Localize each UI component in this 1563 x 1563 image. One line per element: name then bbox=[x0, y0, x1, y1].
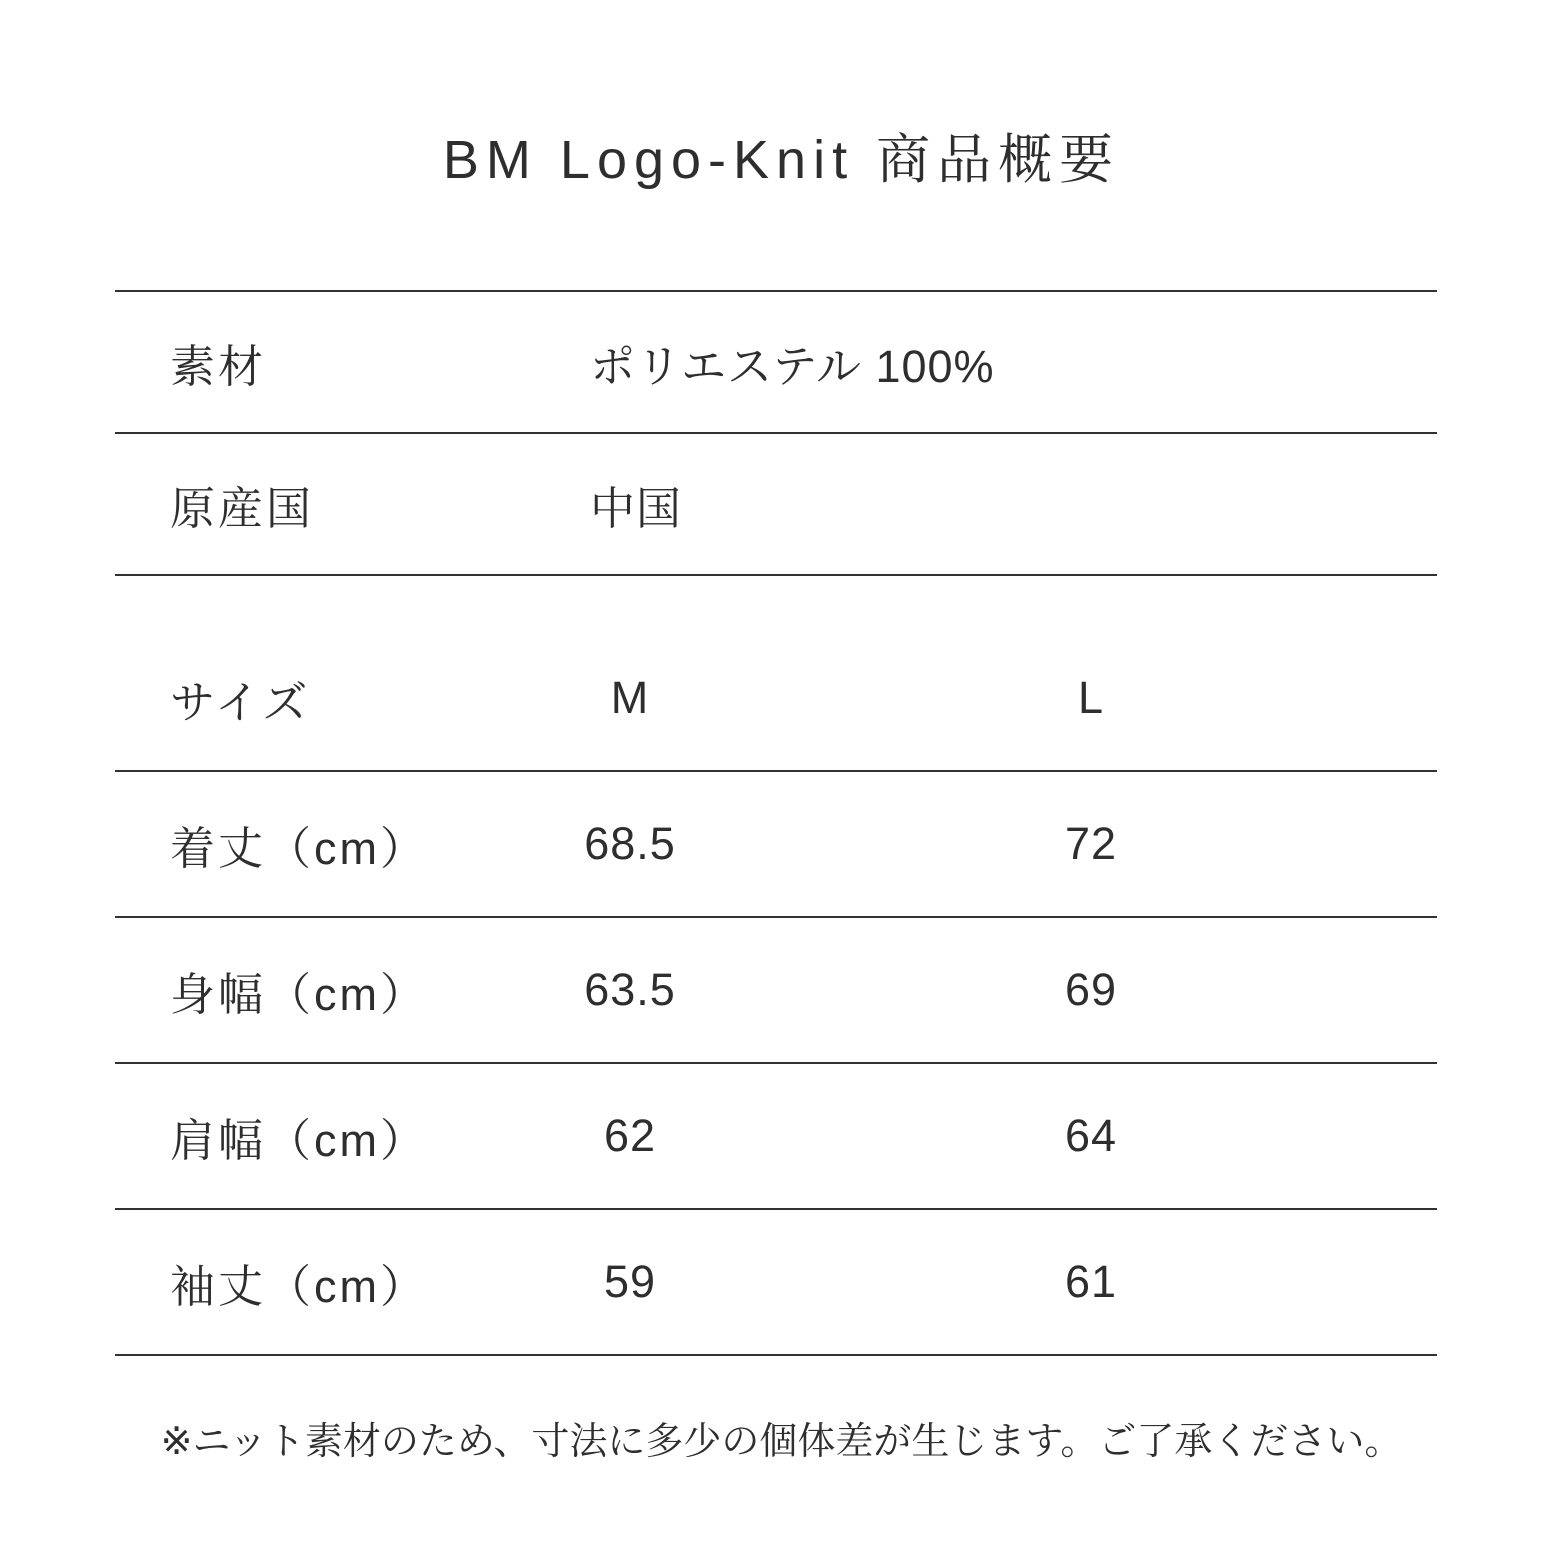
material-row bbox=[115, 292, 1437, 434]
body-length-l: 72 bbox=[1064, 818, 1118, 869]
size-header-row bbox=[115, 626, 1437, 772]
size-header-m: M bbox=[610, 672, 650, 723]
origin-row bbox=[115, 434, 1437, 576]
origin-label: 原産国 bbox=[170, 482, 315, 534]
body-width-row bbox=[115, 918, 1437, 1064]
size-header-label: サイズ bbox=[170, 676, 311, 728]
column-spacer bbox=[830, 626, 891, 770]
spec-tables bbox=[115, 290, 1437, 1356]
sleeve-length-row bbox=[115, 1210, 1437, 1356]
origin-value: 中国 bbox=[590, 482, 683, 534]
sleeve-length-l: 61 bbox=[1064, 1256, 1118, 1307]
size-header-l: L bbox=[1077, 672, 1105, 723]
sleeve-length-m: 59 bbox=[603, 1256, 657, 1307]
page-title: BM Logo-Knit 商品概要 bbox=[442, 130, 1121, 190]
body-width-m: 63.5 bbox=[584, 964, 676, 1015]
row-fill bbox=[1291, 1064, 1437, 1208]
body-length-m: 68.5 bbox=[584, 818, 676, 869]
material-label: 素材 bbox=[170, 340, 267, 392]
knit-disclaimer-note: ※ニット素材のため、寸法に多少の個体差が生じます。ご了承ください。 bbox=[160, 1421, 1403, 1463]
shoulder-width-row bbox=[115, 1064, 1437, 1210]
shoulder-width-l: 64 bbox=[1064, 1110, 1118, 1161]
sleeve-length-label: 袖丈（cm） bbox=[170, 1260, 428, 1312]
shoulder-width-label: 肩幅（cm） bbox=[170, 1114, 428, 1166]
material-value: ポリエステル 100% bbox=[590, 340, 995, 392]
shoulder-width-m: 62 bbox=[603, 1110, 657, 1161]
column-spacer bbox=[830, 1064, 891, 1208]
body-width-label: 身幅（cm） bbox=[170, 968, 428, 1020]
info-table bbox=[115, 290, 1437, 576]
row-fill bbox=[1291, 1210, 1437, 1354]
column-spacer bbox=[830, 918, 891, 1062]
row-fill bbox=[1291, 918, 1437, 1062]
row-fill bbox=[1291, 626, 1437, 770]
body-length-row bbox=[115, 772, 1437, 918]
body-length-label: 着丈（cm） bbox=[170, 822, 428, 874]
size-table bbox=[115, 626, 1437, 1356]
column-spacer bbox=[830, 1210, 891, 1354]
body-width-l: 69 bbox=[1064, 964, 1118, 1015]
row-fill bbox=[1291, 772, 1437, 916]
column-spacer bbox=[830, 772, 891, 916]
